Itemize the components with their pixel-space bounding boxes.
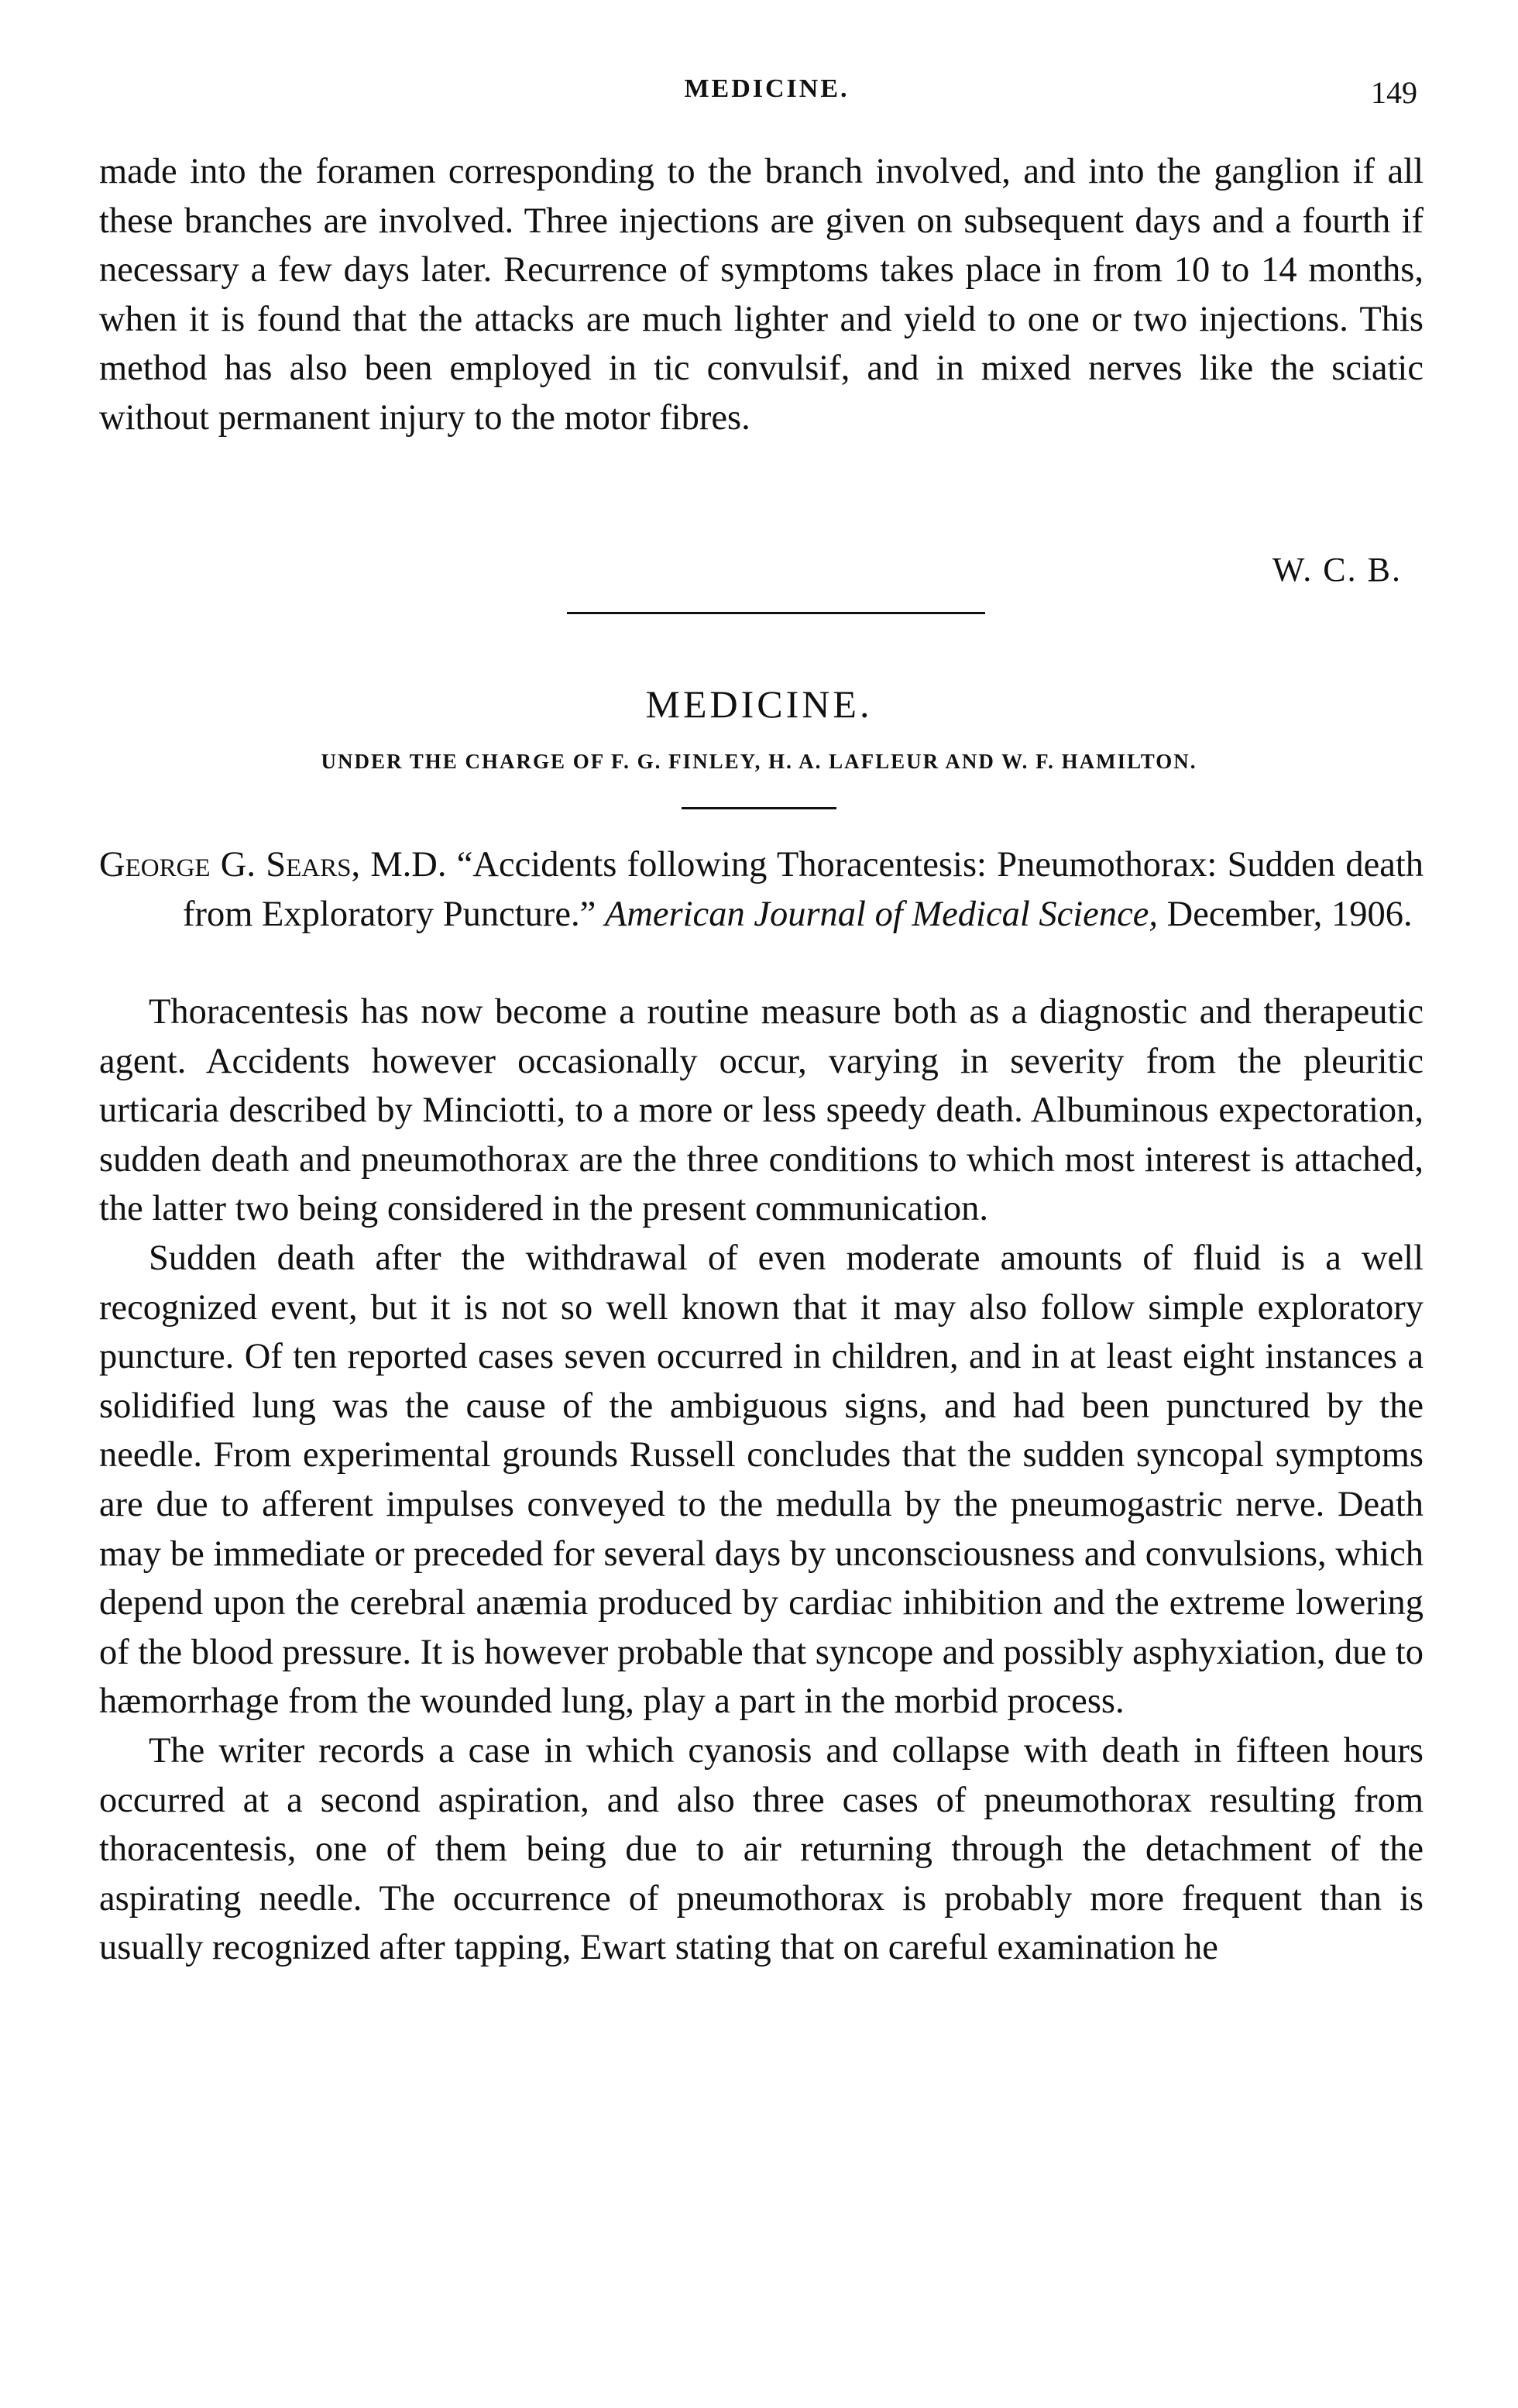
section-divider-rule [567,612,985,614]
citation-journal: American Journal of Medical Science, [604,894,1158,934]
abstract-body [99,988,1424,1973]
author-initials: W. C. B. [1272,551,1402,589]
running-head [101,74,1433,121]
citation-author: George G. Sears, M.D. [99,845,447,885]
short-divider-rule [682,807,836,809]
section-editors: UNDER THE CHARGE OF F. G. FINLEY, H. A. LAFLEUR AND W. F. HAMILTON. [321,750,1197,773]
section-title: MEDICINE. [645,682,873,726]
citation-article-title: “Accidents following Thoracentesis: Pneumothorax: Sudden death from Exploratory Puncture.” [183,845,1424,934]
body-paragraph: Sudden death after the withdrawal of even moderate amounts of fluid is a well recognized event, but it is not so well known that it may also follow simple exploratory puncture. Of ten reported cases seven occurred in children, and in at least eight instances a solidified lung was the cause of the ambiguous signs, and had been punctured by the needle. From experimental grounds Russell concludes that the sudden syncopal symptoms are due to afferent impulses conveyed to the medulla by the pneumogastric nerve. Death may be immediate or preceded for several days by unconsciousness and convulsions, which depend upon the cerebral anæmia produced by cardiac inhibition and the extreme lowering of the blood pressure. It is however probable that syncope and possibly asphyxiation, due to hæmorrhage from the wounded lung, play a part in the morbid process. [99,1238,1424,1722]
article-citation [99,840,1424,939]
citation-date: December, 1906. [1166,894,1413,934]
body-paragraph: Thoracentesis has now become a routine measure both as a diagnostic and therapeutic agent. Accidents however occasionally occur, varying in severity from the pleuritic urticaria described by Minciotti, to a more or less speedy death. Albuminous expectoration, sudden death and pneumothorax are the three conditions to which most interest is attached, the latter two being considered in the present communication. [99,992,1424,1229]
page-number: 149 [1371,75,1417,110]
body-paragraph: The writer records a case in which cyanosis and collapse with death in fifteen hours occurred at a second aspiration, and also three cases of pneumothorax resulting from thoracentesis, one of them being due to air returning through the detachment of the aspirating needle. The occurrence of pneumothorax is probably more frequent than is usually recognized after tapping, Ewart stating that on careful examination he [99,1730,1424,1968]
continued-paragraph: made into the foramen corresponding to the branch involved, and into the ganglion if all these branches are involved. Three injections are given on subsequent days and a fourth if necessary a few days later. Recurrence of symptoms takes place in from 10 to 14 months, when it is found that the attacks are much lighter and yield to one or two injections. This method has also been employed in tic convulsif, and in mixed nerves like the sciatic without permanent injury to the motor fibres. [99,152,1424,438]
running-head-title: MEDICINE. [684,74,850,103]
continued-text-block [99,147,1424,443]
